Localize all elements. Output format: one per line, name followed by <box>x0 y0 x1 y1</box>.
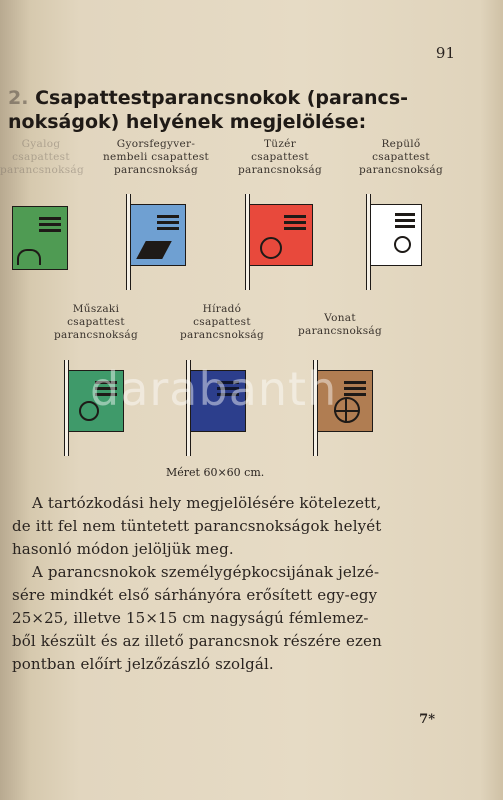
paragraph-2-line-2: sére mindkét első sárhányóra erősített egy-egy <box>12 586 378 604</box>
flag-label-infantry: Gyalog csapattest parancsnokság <box>0 138 85 176</box>
paragraph-2-line-3: 25×25, illetve 15×15 cm nagyságú fémlemez- <box>12 609 369 627</box>
flag-label-signal: Híradó csapattest parancsnokság <box>179 303 264 341</box>
heading-line-1: Csapattestparancsnokok (parancs- <box>35 87 409 109</box>
heading-line-2: nokságok) helyének megjelölése: <box>8 111 367 133</box>
paragraph-2-line-4: ből készült és az illető parancsnok részére ezen <box>12 632 382 650</box>
paragraph-1-line-3: hasonló módon jelöljük meg. <box>12 540 234 558</box>
body-text <box>12 492 482 676</box>
paragraph-2-line-1: A parancsnokok személygépkocsijának jelzé- <box>32 563 380 581</box>
paragraph-2-line-5: pontban előírt jelzőzászló szolgál. <box>12 655 274 673</box>
size-note: Méret 60×60 cm. <box>166 466 265 479</box>
paragraph-1-line-2: de itt fel nem tüntetett parancsnokságok helyét <box>12 517 382 535</box>
section-number: 2. <box>8 87 29 109</box>
flag-label-artillery: Tüzér csapattest parancsnokság <box>237 138 322 176</box>
paragraph-1-line-1: A tartózkodási hely megjelölésére kötelezett, <box>32 494 382 512</box>
page-number: 91 <box>435 44 455 62</box>
watermark: darabanth <box>90 362 338 416</box>
flag-label-air: Repülő csapattest parancsnokság <box>358 138 443 176</box>
flag-label-engineer: Műszaki csapattest parancsnokság <box>53 303 138 341</box>
flag-label-fast: Gyorsfegyver- nembeli csapattest parancsnokság <box>102 138 210 176</box>
signature-mark: 7* <box>419 712 435 727</box>
section-heading <box>8 86 488 134</box>
flag-label-train: Vonat parancsnokság <box>297 312 382 337</box>
